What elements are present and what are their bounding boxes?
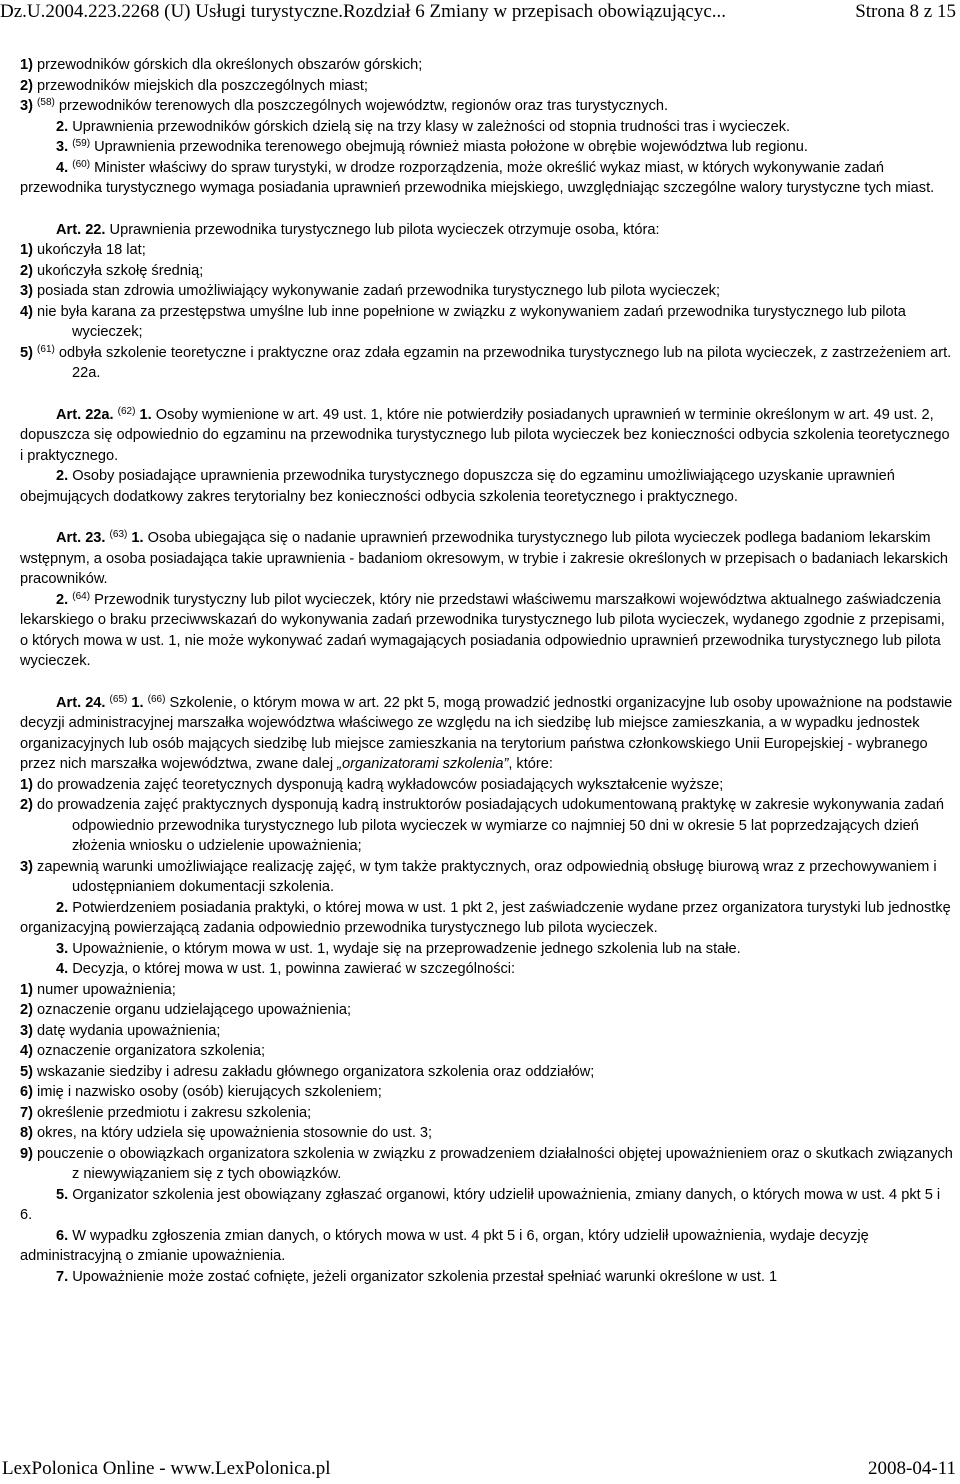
defined-term: „organizatorami szkolenia” [337,756,509,772]
art22a-ust-1: Art. 22a. $^{(62)}$ 1. Osoby wymienione w art. 49 ust. 1, które nie potwierdziły posiadanych uprawnień w terminie określonym w art. 49 ust. 2, dopuszcza się odpowiednio do egzaminu na przewodnika turystycznego lub pilota wycieczek bez konieczności odbycia szkolenia teoretycznego i praktycznego. [20,405,950,464]
art24-ust1-item-3: 3) zapewnią warunki umożliwiające realizację zajęć, w tym także praktycznych, oraz odpowiednią obsługę biurową wraz z przechowywaniem i udostępnianiem dokumentacji szkolenia. [20,858,937,895]
article-label: Art. 24. [56,694,106,711]
art21-item-1: 1) przewodników górskich dla określonych obszarów górskich; [20,57,423,73]
art24-ust4-item-6: 6) imię i nazwisko osoby (osób) kierujących szkoleniem; [20,1084,382,1100]
art24-ust4-item-3: 3) datę wydania upoważnienia; [20,1022,221,1039]
art21-ust-3: 3. $^{(59)}$ Uprawnienia przewodnika terenowego obejmują również miasta położone w obrębie województwa lub regionu. [56,138,808,155]
footnote-ref: (61) [37,343,55,355]
art24-ust1-item-2: 2) do prowadzenia zajęć praktycznych dysponują kadrą instruktorów posiadających udokumentowaną praktykę w zakresie wykonywania zadań odpowiednio przewodnika turystycznego lub pilota wycieczek w wymiarze co najmniej 50 dni w okresie 5 lat poprzedzających dzień złożenia wniosku o udzielenie upoważnienia; [20,797,944,854]
header-page-number: Strona 8 z 15 [855,1,956,22]
art22a-ust-2: 2. Osoby posiadające uprawnienia przewodnika turystycznego dopuszcza się do egzaminu umożliwiającego uzyskanie uprawnień obejmujących dodatkowy zakres terytorialny bez konieczności odbycia szkolenia teoretycznego i praktycznego. [20,468,895,505]
footer-site-link[interactable]: LexPolonica Online - www.LexPolonica.pl [2,1458,331,1479]
art22-item-5: 5) $^{(61)}$ odbyła szkolenie teoretyczne i praktyczne oraz zdała egzamin na przewodnika turystycznego lub na pilota wycieczek, z zastrzeżeniem art. 22a. [20,343,952,381]
document-body [20,55,956,1287]
art24-ust-6: 6. W wypadku zgłoszenia zmian danych, o których mowa w ust. 4 pkt 5 i 6, organ, który udzielił upoważnienia, wydaje decyzję administracyjną o zmianie upoważnienia. [20,1227,869,1264]
art21-item-3: 3) $^{(58)}$ przewodników terenowych dla poszczególnych województw, regionów oraz tras turystycznych. [20,97,669,114]
art22-item-4: 4) nie była karana za przestępstwa umyślne lub inne popełnione w związku z wykonywaniem zadań przewodnika turystycznego lub pilota wycieczek; [20,303,906,340]
article-label: Art. 22. [56,221,106,238]
footnote-ref: (59) [72,138,91,149]
footnote-ref: (65) [109,693,128,705]
art24-ust4-item-9: 9) pouczenie o obowiązkach organizatora szkolenia w związku z prowadzeniem działalności objętej upoważnieniem oraz o skutkach związanych z niewywiązaniem się z tych obowiązków. [20,1145,953,1182]
footnote-ref: (63) [109,529,128,540]
art21-ust-2: 2. Uprawnienia przewodników górskich dzielą się na trzy klasy w zależności od stopnia trudności tras i wycieczek. [56,118,791,135]
art24-ust-2: 2. Potwierdzeniem posiadania praktyki, o której mowa w ust. 1 pkt 2, jest zaświadczenie wydane przez organizatora turystyki lub jednostkę organizacyjną powierzającą zadania odpowiednio przewodnika turystycznego lub pilota wycieczek. [20,899,951,936]
page-footer [0,1453,960,1483]
art22-item-1: 1) ukończyła 18 lat; [20,242,146,258]
article-label: Art. 23. [56,530,106,546]
art24-ust-4: 4. Decyzja, o której mowa w ust. 1, powinna zawierać w szczególności: [56,961,516,977]
art24-ust-5: 5. Organizator szkolenia jest obowiązany zgłaszać organowi, który udzielił upoważnienia, zmiany danych, o których mowa w ust. 4 pkt 5 i 6. [20,1186,941,1223]
art22-intro: Art. 22. Uprawnienia przewodnika turystycznego lub pilota wycieczek otrzymuje osoba, która: [56,221,660,238]
art21-item-2: 2) przewodników miejskich dla poszczególnych miast; [20,77,368,94]
footer-date: 2008-04-11 [868,1458,956,1479]
art22-item-3: 3) posiada stan zdrowia umożliwiający wykonywanie zadań przewodnika turystycznego lub pilota wycieczek; [20,283,721,299]
art24-ust4-item-7: 7) określenie przedmiotu i zakresu szkolenia; [20,1104,312,1121]
art23-ust-2: 2. $^{(64)}$ Przewodnik turystyczny lub pilot wycieczek, który nie przedstawi właściwemu marszałkowi województwa aktualnego zaświadczenia lekarskiego o braku przeciwwskazań do wykonywania zadań przewodnika turystycznego lub pilota wycieczek, wydanego zgodnie z przepisami, o których mowa w ust. 1, nie może wykonywać zadań wymagających posiadania odpowiednio uprawnień przewodnika turystycznego lub pilota wycieczek. [20,590,945,669]
art24-ust-7: 7. Upoważnienie może zostać cofnięte, jeżeli organizator szkolenia przestał spełniać warunki określone w ust. 1 [56,1268,778,1285]
art24-ust-3: 3. Upoważnienie, o którym mowa w ust. 1, wydaje się na przeprowadzenie jednego szkolenia lub na stałe. [56,940,741,957]
art24-ust4-item-8: 8) okres, na który udziela się upoważnienia stosownie do ust. 3; [20,1125,433,1141]
footnote-ref: (60) [72,158,91,170]
page-header [0,0,960,30]
art24-ust4-item-1: 1) numer upoważnienia; [20,981,176,998]
art24-ust4-item-2: 2) oznaczenie organu udzielającego upoważnienia; [20,1002,352,1018]
art22-item-2: 2) ukończyła szkołę średnią; [20,262,204,279]
header-document-title: Dz.U.2004.223.2268 (U) Usługi turystyczne.Rozdział 6 Zmiany w przepisach obowiązującyc... [0,1,727,22]
art24-ust4-item-4: 4) oznaczenie organizatora szkolenia; [20,1043,266,1059]
art24-ust-1: Art. 24. $^{(65)}$ 1. $^{(66)}$ Szkolenie, o którym mowa w art. 22 pkt 5, mogą prowadzić jednostki organizacyjne lub osoby upoważnione na podstawie decyzji administracyjnej marszałka województwa właściwego ze względu na ich siedzibę lub miejsce zamieszkania, a w wypadku jednostek organizacyjnych lub osób mających siedzibę lub miejsce zamieszkania na terytorium państwa członkowskiego Unii Europejskiej - wybranego przez nich marszałka województwa, zwane dalej „organizatorami szkolenia”, które: [20,693,953,772]
footnote-ref: (62) [117,405,136,417]
art21-ust-4: 4. $^{(60)}$ Minister właściwy do spraw turystyki, w drodze rozporządzenia, może określić wykaz miast, w których wykonywanie zadań przewodnika turystycznego wymaga posiadania uprawnień przewodnika miejskiego, uwzględniając szczególne walory turystyczne tych miast. [20,158,935,196]
art23-ust-1: Art. 23. $^{(63)}$ 1. Osoba ubiegająca się o nadanie uprawnień przewodnika turystycznego lub pilota wycieczek podlega badaniom lekarskim wstępnym, a osoba posiadająca takie uprawnienia - badaniom okresowym, w trybie i zakresie określonych w przepisach o badaniach lekarskich pracowników. [20,529,948,587]
article-label: Art. 22a. [56,406,114,423]
art24-ust1-item-1: 1) do prowadzenia zajęć teoretycznych dysponują kadrą wykładowców posiadających wykształcenie wyższe; [20,776,724,793]
art24-ust4-item-5: 5) wskazanie siedziby i adresu zakładu głównego organizatora szkolenia oraz oddziałów; [20,1063,595,1080]
footnote-ref: (66) [147,693,166,705]
footnote-ref: (58) [37,97,55,108]
footnote-ref: (64) [72,590,91,602]
